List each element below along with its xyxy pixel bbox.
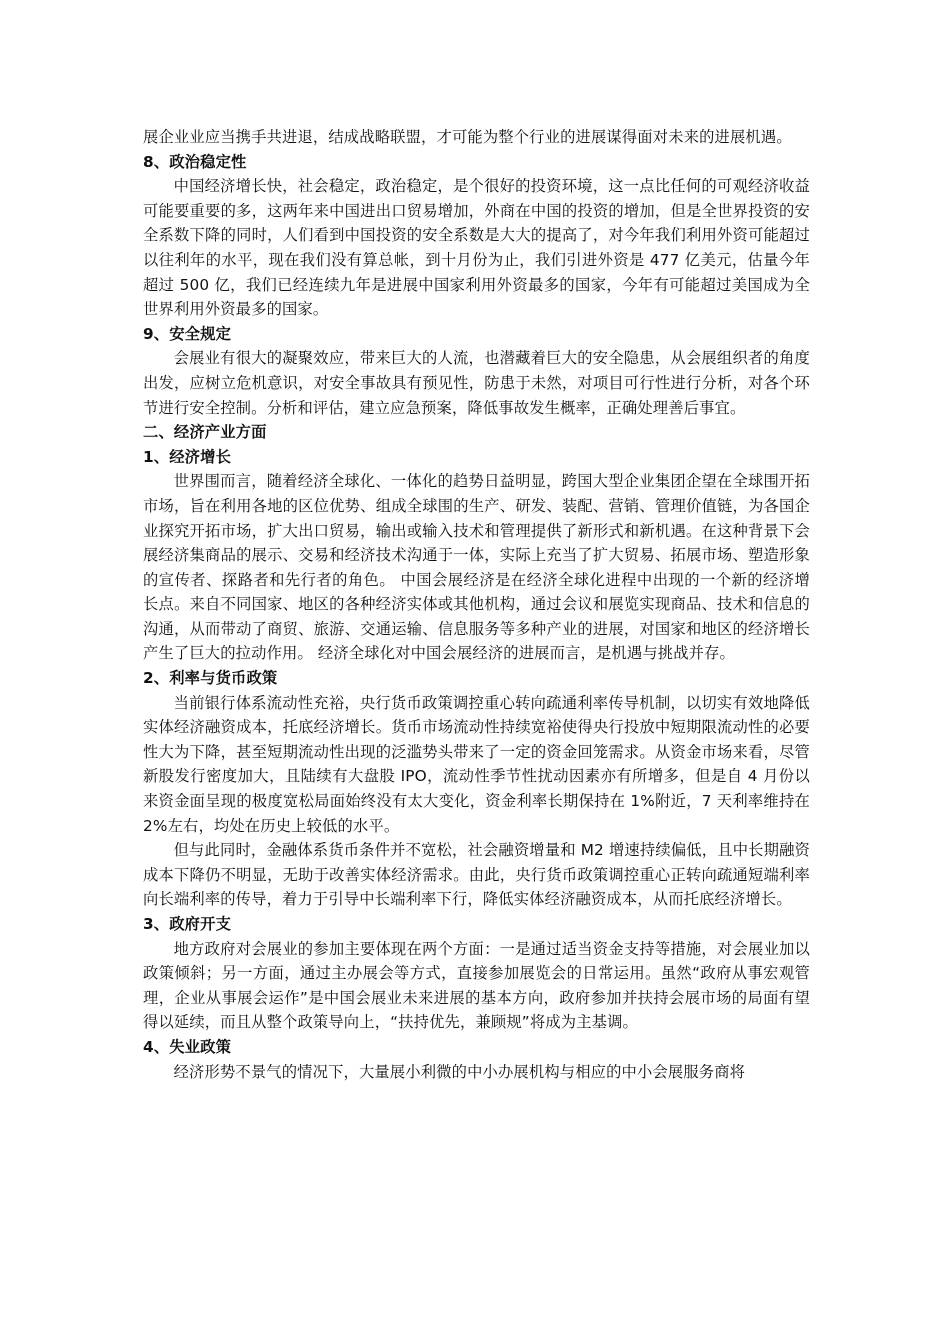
section-heading-unemployment-policy: 4、失业政策 <box>143 1037 232 1056</box>
paragraph-government-spending: 地方政府对会展业的参加主要体现在两个方面：一是通过适当资金支持等措施，对会展业加以政策倾斜；另一方面，通过主办展会等方式，直接参加展览会的日常运用。虽然“政府从事宏观管理，企业从事展会运作”是中国会展业未来进展的基本方向，政府参加并扶持会展市场的局面有望得以延续，而且从整个政策导向上，“扶持优先，兼顾规”将成为主基调。 <box>143 939 810 1032</box>
section-heading-interest-monetary-policy: 2、利率与货币政策 <box>143 669 278 688</box>
section-heading-economic-growth: 1、经济增长 <box>143 447 232 466</box>
document-page <box>143 125 810 1084</box>
section-heading-safety-regulations: 9、安全规定 <box>143 324 232 343</box>
paragraph-unemployment-policy: 经济形势不景气的情况下，大量展小利微的中小办展机构与相应的中小会展服务商将 <box>173 1062 746 1081</box>
paragraph-interest-monetary-policy-2: 但与此同时，金融体系货币条件并不宽松，社会融资增量和 M2 增速持续偏低，且中长期融资成本下降仍不明显，无助于改善实体经济需求。由此，央行货币政策调控重心正转向疏通短端利率向长端利率的传导，着力于引导中长端利率下行，降低实体经济融资成本，从而托底经济增长。 <box>143 841 810 909</box>
chapter-heading-economic-industry: 二、经济产业方面 <box>143 423 267 442</box>
paragraph-safety-regulations: 会展业有很大的凝聚效应，带来巨大的人流，也潜藏着巨大的安全隐患，从会展组织者的角度出发，应树立危机意识，对安全事故具有预见性，防患于未然，对项目可行性进行分析，对各个环节进行安全控制。分析和评估，建立应急预案，降低事故发生概率，正确处理善后事宜。 <box>143 349 810 417</box>
section-heading-government-spending: 3、政府开支 <box>143 915 232 933</box>
paragraph-economic-growth: 世界围而言，随着经济全球化、一体化的趋势日益明显，跨国大型企业集团企望在全球围开拓市场，旨在利用各地的区位优势、组成全球围的生产、研发、装配、营销、管理价值链，为各国企业探究开拓市场，扩大出口贸易，输出或输入技术和管理提供了新形式和新机遇。在这种背景下会展经济集商品的展示、交易和经济技术沟通于一体，实际上充当了扩大贸易、拓展市场、塑造形象的宣传者、探路者和先行者的角色。 中国会展经济是在经济全球化进程中出现的一个新的经济增长点。来自不同国家、地区的各种经济实体或其他机构，通过会议和展览实现商品、技术和信息的沟通，从而带动了商贸、旅游、交通运输、信息服务等多种产业的进展，对国家和地区的经济增长产生了巨大的拉动作用。 经济全球化对中国会展经济的进展而言，是机遇与挑战并存。 <box>143 472 810 663</box>
paragraph-political-stability: 中国经济增长快，社会稳定，政治稳定，是个很好的投资环境，这一点比任何的可观经济收益可能要重要的多，这两年来中国进出口贸易增加，外商在中国的投资的增加，但是全世界投资的安全系数下降的同时，人们看到中国投资的安全系数是大大的提高了，对今年我们利用外资可能超过以往利年的水平，现在我们没有算总帐，到十月份为止，我们引进外资是 477 亿美元，估量今年超过 500 亿，我们已经连续九年是进展中国家利用外资最多的国家，今年有可能超过美国成为全世界利用外资最多的国家。 <box>143 177 810 319</box>
section-heading-political-stability: 8、政治稳定性 <box>143 152 247 171</box>
paragraph-continued: 展企业业应当携手共进退，结成战略联盟，才可能为整个行业的进展谋得面对未来的进展机遇。 <box>143 128 792 146</box>
paragraph-interest-monetary-policy-1: 当前银行体系流动性充裕，央行货币政策调控重心转向疏通利率传导机制，以切实有效地降低实体经济融资成本，托底经济增长。货币市场流动性持续宽裕使得央行投放中短期限流动性的必要性大为下降，甚至短期流动性出现的泛滥势头带来了一定的资金回笼需求。从资金市场来看，尽管新股发行密度加大，且陆续有大盘股 IPO，流动性季节性扰动因素亦有所增多，但是自 4 月份以来资金面呈现的极度宽松局面始终没有太大变化，资金利率长期保持在 1%附近，7 天利率维持在 2%左右，均处在历史上较低的水平。 <box>143 693 810 835</box>
